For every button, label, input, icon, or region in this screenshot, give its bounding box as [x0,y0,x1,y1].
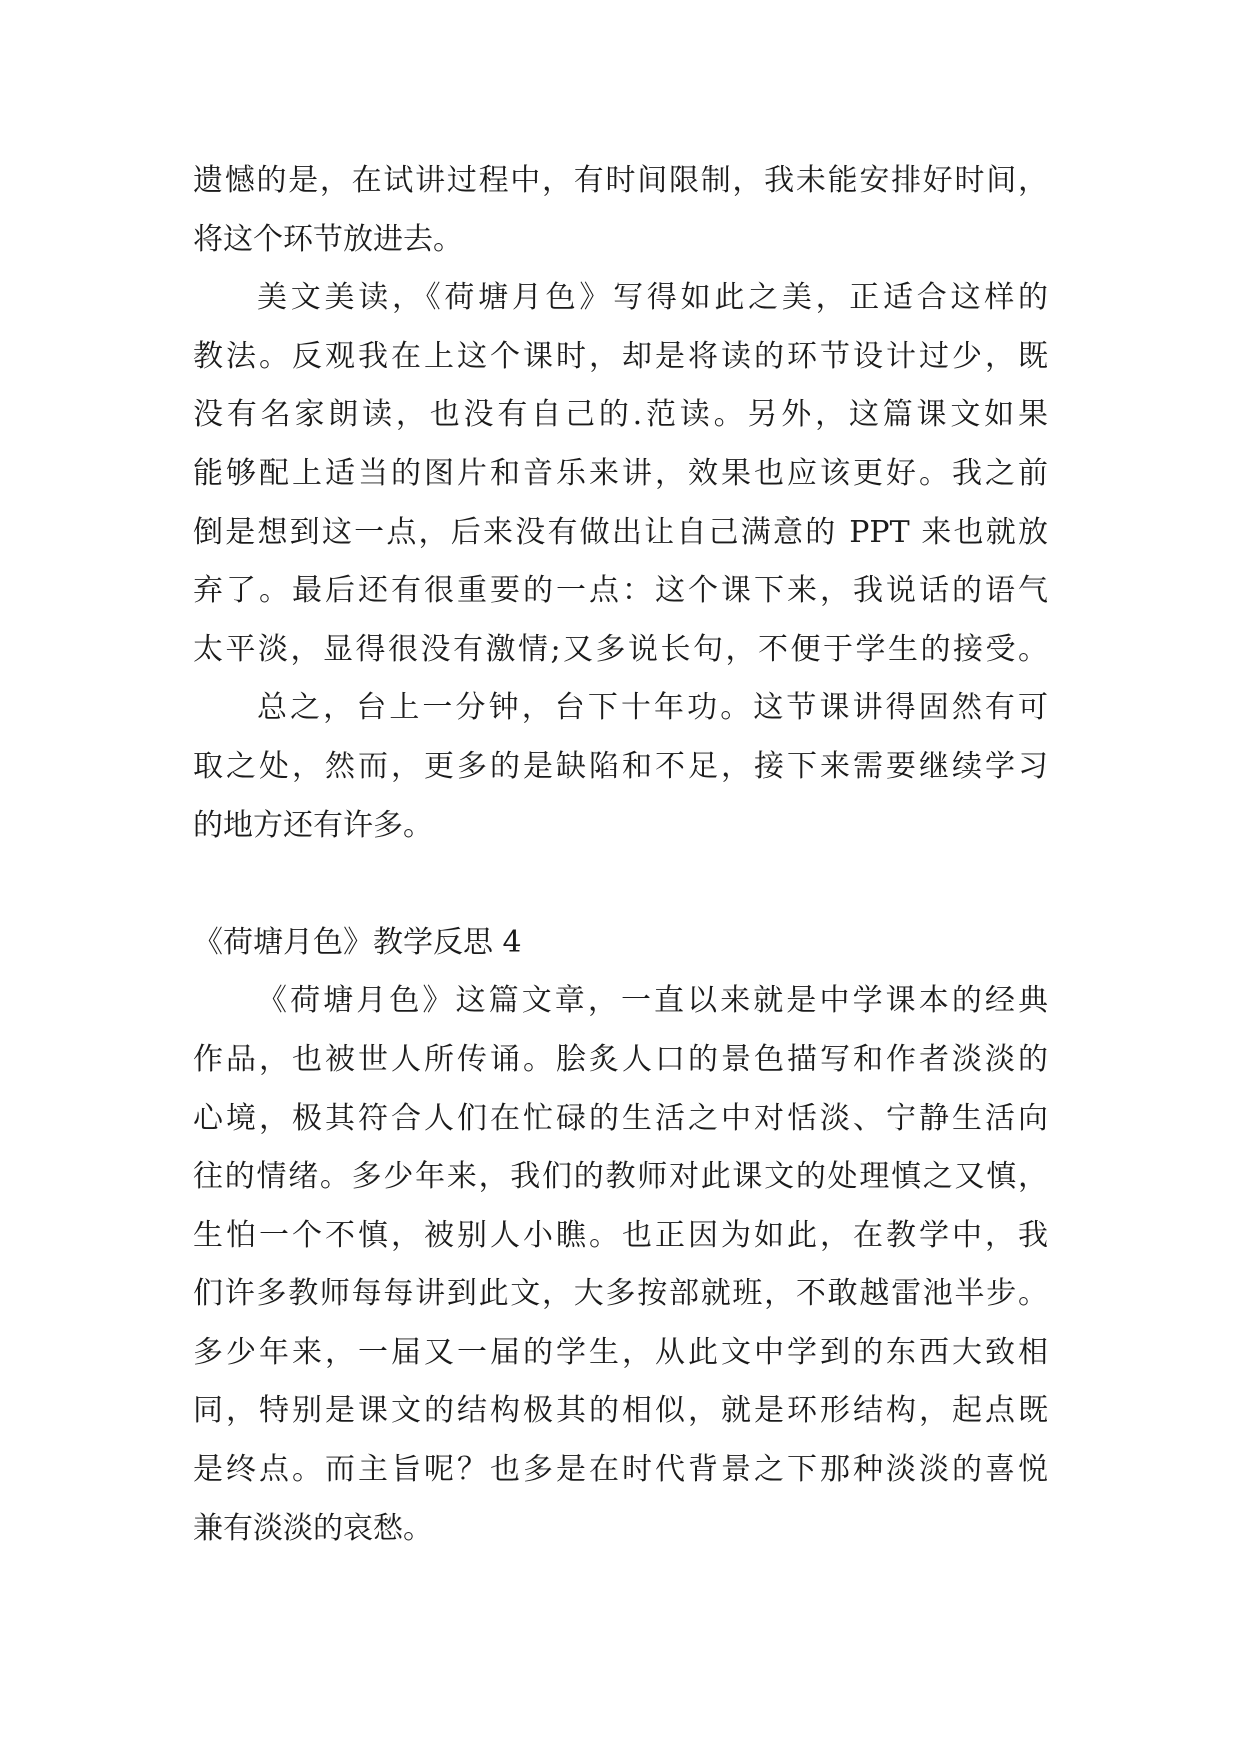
text-line: 生怕一个不慎，被别人小瞧。也正因为如此，在教学中，我 [193,1217,1048,1253]
text-line: 多少年来，一届又一届的学生，从此文中学到的东西大致相 [193,1334,1048,1370]
text-line: 的地方还有许多。 [193,807,433,843]
text-line: 同，特别是课文的结构极其的相似，就是环形结构，起点既 [193,1393,1048,1429]
blank-line [193,855,1048,914]
paragraph-section-1 [193,972,1048,1558]
text-line: 往的情绪。多少年来，我们的教师对此课文的处理慎之又慎， [193,1159,1048,1195]
paragraph-continued-3 [193,679,1048,855]
text-line: 将这个环节放进去。 [193,221,463,257]
text-line: 是终点。而主旨呢？也多是在时代背景之下那种淡淡的喜悦 [193,1452,1048,1488]
text-line: 取之处，然而，更多的是缺陷和不足，接下来需要继续学习 [193,748,1048,784]
text-line: 没有名家朗读，也没有自己的.范读。另外，这篇课文如果 [193,397,1048,433]
paragraph-continued-1 [193,152,1048,269]
section-heading: 《荷塘月色》教学反思 4 [193,924,522,960]
text-line: 教法。反观我在上这个课时，却是将读的环节设计过少，既 [193,338,1048,374]
paragraph-continued-2 [193,269,1048,679]
text-line: 作品，也被世人所传诵。脍炙人口的景色描写和作者淡淡的 [193,1041,1048,1077]
text-line: 太平淡，显得很没有激情;又多说长句，不便于学生的接受。 [193,631,1048,667]
text-line: 倒是想到这一点，后来没有做出让自己满意的 PPT 来也就放 [193,514,1048,550]
text-line: 《荷塘月色》这篇文章，一直以来就是中学课本的经典 [257,983,1048,1019]
text-line: 美文美读，《荷塘月色》写得如此之美，正适合这样的 [257,280,1048,316]
text-line: 弃了。最后还有很重要的一点：这个课下来，我说话的语气 [193,573,1048,609]
text-line: 兼有淡淡的哀愁。 [193,1510,433,1546]
text-line: 遗憾的是，在试讲过程中，有时间限制，我未能安排好时间， [193,163,1048,198]
text-line: 心境，极其符合人们在忙碌的生活之中对恬淡、宁静生活向 [193,1100,1048,1136]
text-line: 能够配上适当的图片和音乐来讲，效果也应该更好。我之前 [193,455,1048,491]
text-line: 们许多教师每每讲到此文，大多按部就班，不敢越雷池半步。 [193,1276,1048,1312]
text-line: 总之，台上一分钟，台下十年功。这节课讲得固然有可 [257,690,1048,726]
document-body [193,152,1048,1558]
